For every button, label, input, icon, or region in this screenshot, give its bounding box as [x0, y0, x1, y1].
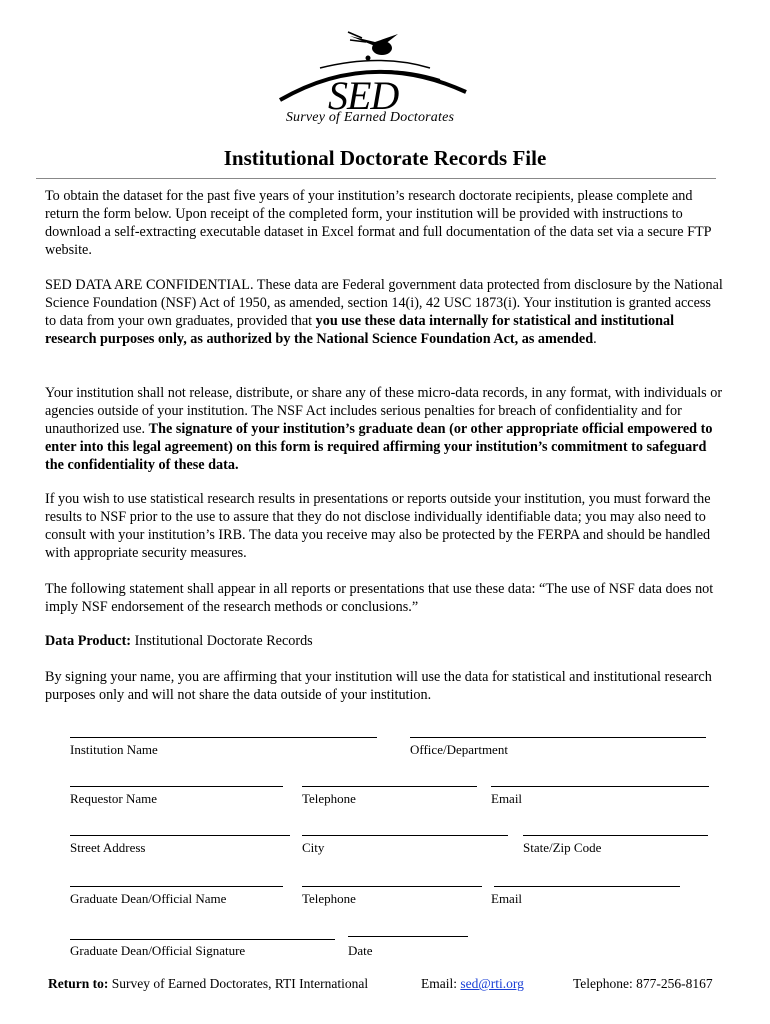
- email-link[interactable]: sed@rti.org: [460, 976, 524, 991]
- dean-signature-field[interactable]: [70, 939, 335, 940]
- confidentiality-paragraph: [45, 276, 725, 348]
- research-results-paragraph: [45, 490, 725, 562]
- telephone-field-1[interactable]: [302, 786, 477, 787]
- release-text: [45, 384, 725, 474]
- dean-name-field[interactable]: [70, 886, 283, 887]
- dean-signature-label: Graduate Dean/Official Signature: [70, 943, 246, 958]
- email-label: Email:: [421, 976, 461, 991]
- city-field[interactable]: [302, 835, 508, 836]
- email-label-1: Email: [491, 791, 523, 806]
- email-label-2: Email: [491, 891, 523, 906]
- data-product-value: Institutional Doctorate Records: [131, 633, 313, 649]
- footer-telephone: Telephone: 877-256-8167: [573, 976, 713, 991]
- confidentiality-text-bold: you use these data internally for statistical and institutional research purposes only, as authorized by the National Science Foundation Act, as amended: [45, 313, 675, 347]
- data-product-label: Data Product:: [45, 633, 132, 649]
- affirmation-text: By signing your name, you are affirming that your institution will use the data for statistical and institutional research purposes only and will not share the data outside of your institution.: [45, 669, 712, 703]
- dean-name-label: Graduate Dean/Official Name: [70, 891, 227, 906]
- date-field[interactable]: [348, 936, 468, 937]
- statement-text: The following statement shall appear in all reports or presentations that use these data: “The use of NSF data does not imply NSF endorsement of the research methods or conclusions.”: [45, 581, 714, 615]
- statement-paragraph: [45, 580, 725, 616]
- release-text-bold: The signature of your institution’s graduate dean (or other appropriate official empowered to enter into this legal agreement) on this form is required affirming your institution’s commitment to safeguard the confidentiality of these data.: [45, 421, 713, 473]
- logo-abbreviation: SED: [328, 73, 399, 118]
- page-title: Institutional Doctorate Records File: [223, 146, 547, 170]
- requestor-name-field[interactable]: [70, 786, 283, 787]
- confidentiality-text-end: .: [593, 331, 597, 347]
- institution-name-field[interactable]: [70, 737, 377, 738]
- data-product-paragraph: [45, 632, 725, 650]
- institution-name-label: Institution Name: [70, 742, 158, 757]
- intro-text: To obtain the dataset for the past five years of your institution’s research doctorate recipients, please complete and return the form below. Upon receipt of the completed form, your institution will be provided with instructions to download a self-extracting executable dataset in Excel format and full documentation of the data set via a secure FTP website.: [45, 188, 712, 258]
- telephone-label-2: Telephone: [302, 891, 356, 906]
- confidentiality-text-a: SED DATA ARE CONFIDENTIAL. These data are Federal government data protected from disclosure by the National Science Foundation (NSF) Act of 1950, as amended, section 14(i), 42 USC 1873(i). Your institution is granted access to data from your own graduates, provided that: [45, 277, 723, 329]
- release-paragraph: [45, 384, 725, 474]
- intro-paragraph: [45, 187, 725, 259]
- email-field-2[interactable]: [494, 886, 680, 887]
- affirmation-paragraph: [45, 668, 725, 704]
- office-department-field[interactable]: [410, 737, 706, 738]
- confidentiality-text: [45, 276, 725, 348]
- return-value: Survey of Earned Doctorates, RTI International: [108, 976, 369, 991]
- data-product-text: [45, 632, 725, 650]
- state-zip-label: State/Zip Code: [523, 840, 602, 855]
- telephone-label-1: Telephone: [302, 791, 356, 806]
- sed-logo: [270, 28, 470, 138]
- date-label: Date: [348, 943, 373, 958]
- return-label: Return to:: [48, 976, 109, 991]
- street-address-field[interactable]: [70, 835, 290, 836]
- office-department-label: Office/Department: [410, 742, 508, 757]
- footer-return: [48, 976, 368, 992]
- logo-tagline: Survey of Earned Doctorates: [285, 110, 455, 125]
- city-label: City: [302, 840, 325, 855]
- state-zip-field[interactable]: [523, 835, 708, 836]
- requestor-name-label: Requestor Name: [70, 791, 158, 806]
- email-field-1[interactable]: [491, 786, 709, 787]
- street-address-label: Street Address: [70, 840, 146, 855]
- footer-email: [421, 976, 524, 992]
- telephone-field-2[interactable]: [302, 886, 482, 887]
- title-divider: [36, 178, 716, 179]
- release-text-a: Your institution shall not release, distribute, or share any of these micro-data records, in any format, with individuals or agencies outside of your institution. The NSF Act includes serious penalties for breach of confidentiality and for unauthorized use.: [45, 385, 723, 437]
- research-results-text: If you wish to use statistical research results in presentations or reports outside your institution, you must forward the results to NSF prior to the use to assure that they do not disclose individually identifiable data; you may also need to consult with your institution’s IRB. The data you receive may also be protected by the FERPA and should be handled with appropriate security measures.: [45, 491, 711, 561]
